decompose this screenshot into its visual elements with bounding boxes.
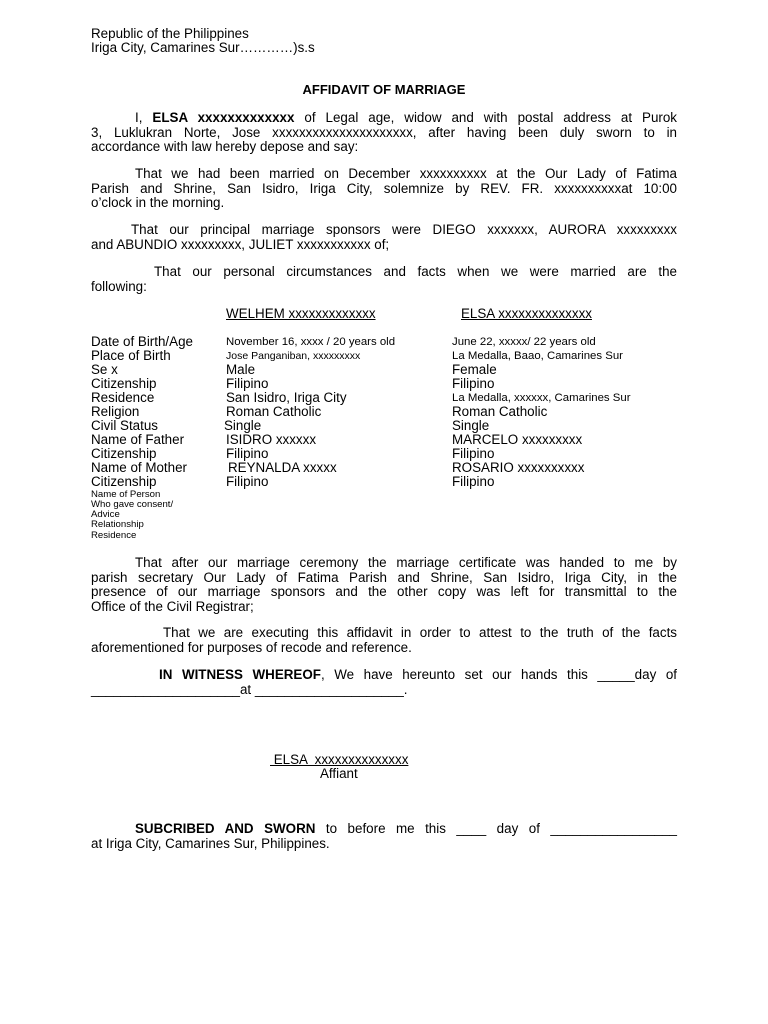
executing-paragraph: That we are executing this affidavit in order to attest to the truth of the facts aforementioned for purposes of recode and reference. — [91, 625, 677, 655]
affiant-signature-name: ELSA xxxxxxxxxxxxxx — [270, 752, 409, 767]
consent-relationship-label: Relationship — [91, 519, 144, 530]
table-row: Residence San Isidro, Iriga City La Medalla, xxxxxx, Camarines Sur — [91, 390, 631, 405]
witness-paragraph: IN WITNESS WHEREOF, We have hereunto set our hands this _____day of ____________________at ____________________. — [91, 667, 677, 697]
consent-advice-label: Advice — [91, 509, 120, 520]
witness-blanks: ____________________at ____________________. — [91, 681, 408, 697]
intro-line-3: accordance with law hereby depose and say: — [91, 139, 359, 154]
witness-heading: IN WITNESS WHEREOF — [159, 667, 321, 682]
sworn-location: at Iriga City, Camarines Sur, Philippines. — [91, 835, 330, 851]
header-venue: Iriga City, Camarines Sur…………)s.s — [91, 40, 315, 55]
sponsors-paragraph: That our principal marriage sponsors were DIEGO xxxxxxx, AURORA xxxxxxxxx and ABUNDIO xxxxxxxxx, JULIET xxxxxxxxxxx of; — [91, 222, 677, 252]
groom-column-header: WELHEM xxxxxxxxxxxxx — [226, 306, 376, 321]
sworn-paragraph: SUBCRIBED AND SWORN to before me this ____ day of _________________ at Iriga City, Camarines Sur, Philippines. — [91, 821, 677, 851]
consent-who-gave-label: Who gave consent/ — [91, 499, 174, 510]
table-row: Name of Father ISIDRO xxxxxx MARCELO xxxxxxxxx — [91, 432, 583, 447]
affiant-name: ELSA xxxxxxxxxxxxx — [152, 110, 295, 125]
document-title: AFFIDAVIT OF MARRIAGE — [302, 82, 466, 97]
table-row: Name of Mother REYNALDA xxxxx ROSARIO xxxxxxxxxx — [91, 460, 585, 475]
certificate-paragraph: That after our marriage ceremony the marriage certificate was handed to me by parish secretary Our Lady of Fatima Parish and Shrine, San Isidro, Iriga City, in the presence of our marriage sponsors and the other copy was left for transmittal to the Office of the Civil Registrar; — [91, 555, 677, 614]
intro-line-1: I, ELSA xxxxxxxxxxxxx of Legal age, widow and with postal address at Purok — [135, 110, 677, 125]
circumstances-paragraph: That our personal circumstances and facts when we were married are the following: — [91, 264, 677, 294]
header-republic: Republic of the Philippines — [91, 26, 249, 41]
table-row: Citizenship Filipino Filipino — [91, 446, 495, 461]
table-row: Citizenship Filipino Filipino — [91, 376, 495, 391]
table-row: Place of Birth Jose Panganiban, xxxxxxxxx La Medalla, Baao, Camarines Sur — [91, 348, 623, 363]
intro-paragraph — [91, 111, 677, 155]
intro-line-2: 3, Luklukran Norte, Jose xxxxxxxxxxxxxxxxxxxxx, after having been duly sworn to in — [91, 124, 677, 140]
bride-column-header: ELSA xxxxxxxxxxxxxx — [461, 306, 592, 321]
table-row: Citizenship Filipino Filipino — [91, 474, 495, 489]
table-row: Date of Birth/Age November 16, xxxx / 20 years old June 22, xxxxx/ 22 years old — [91, 334, 596, 349]
consent-residence-label: Residence — [91, 530, 137, 541]
table-row: Se x Male Female — [91, 362, 497, 377]
sworn-heading: SUBCRIBED AND SWORN — [135, 821, 316, 836]
table-row: Religion Roman Catholic Roman Catholic — [91, 404, 548, 419]
consent-person-label: Name of Person — [91, 489, 161, 500]
table-row: Civil Status Single Single — [91, 418, 490, 433]
affiant-label: Affiant — [320, 766, 358, 781]
married-paragraph: That we had been married on December xxxxxxxxxx at the Our Lady of Fatima Parish and Shrine, San Isidro, Iriga City, solemnize by REV. FR. xxxxxxxxxxat 10:00 o’clock in the morning. — [91, 166, 677, 210]
